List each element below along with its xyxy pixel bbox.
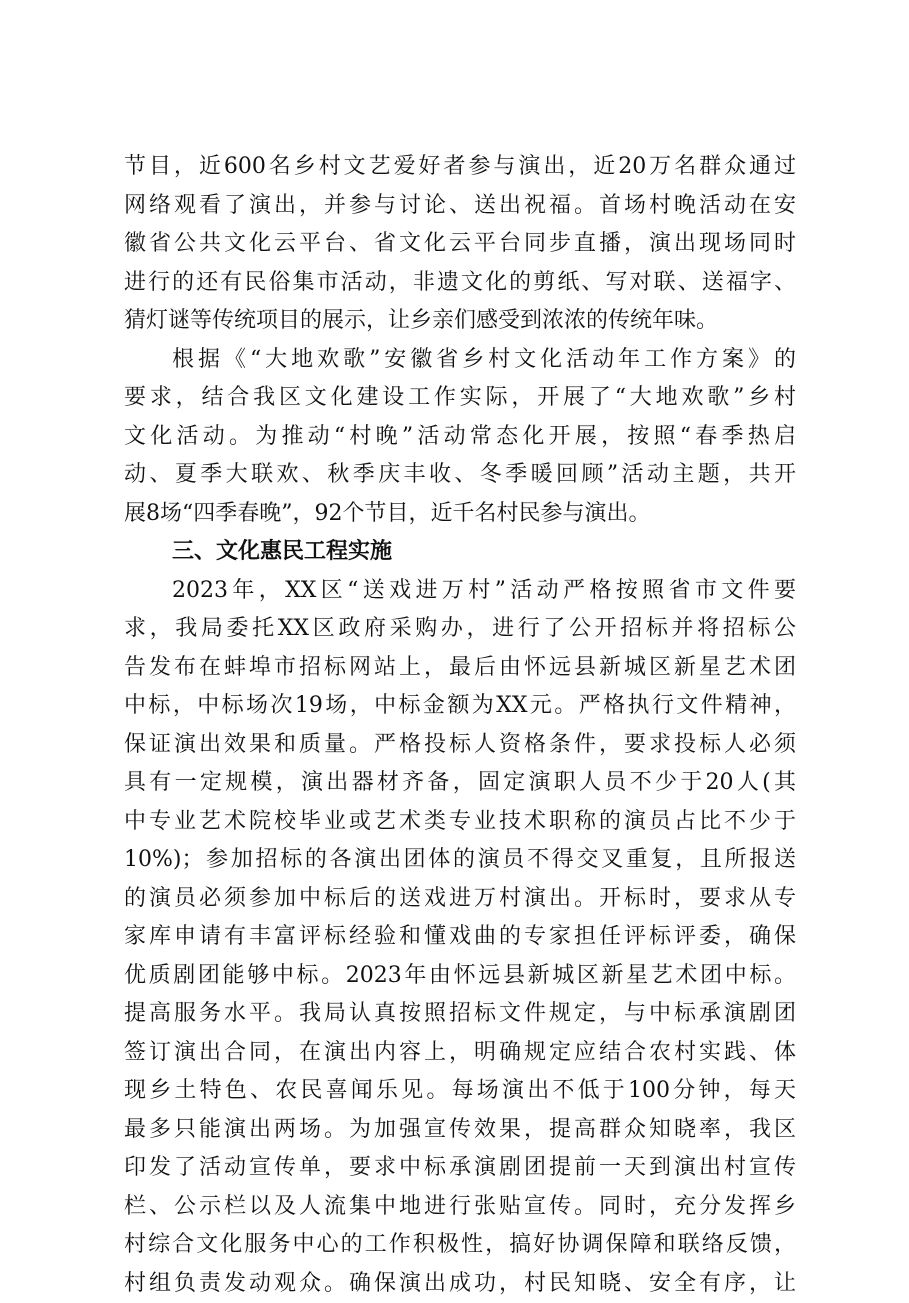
body-line: 印发了活动宣传单，要求中标承演剧团提前一天到演出村宣传 [124, 1149, 796, 1188]
body-line: 中标，中标场次19场，中标金额为XX元。严格执行文件精神， [124, 687, 796, 726]
body-line: 要求，结合我区文化建设工作实际，开展了“大地欢歌”乡村 [124, 379, 796, 418]
body-line: 村组负责发动观众。确保演出成功，村民知晓、安全有序，让 [124, 1265, 796, 1303]
body-line: 现乡土特色、农民喜闻乐见。每场演出不低于100分钟，每天 [124, 1072, 796, 1111]
body-line: 具有一定规模，演出器材齐备，固定演职人员不少于20人(其 [124, 764, 796, 803]
body-line: 村综合文化服务中心的工作积极性，搞好协调保障和联络反馈， [124, 1226, 796, 1265]
body-line: 节目，近600名乡村文艺爱好者参与演出，近20万名群众通过 [124, 148, 796, 187]
body-line: 优质剧团能够中标。2023年由怀远县新城区新星艺术团中标。 [124, 957, 796, 996]
body-line: 进行的还有民俗集市活动，非遗文化的剪纸、写对联、送福字、 [124, 264, 796, 303]
body-line: 签订演出合同，在演出内容上，明确规定应结合农村实践、体 [124, 1034, 796, 1073]
body-line: 提高服务水平。我局认真按照招标文件规定，与中标承演剧团 [124, 995, 796, 1034]
body-line: 栏、公示栏以及人流集中地进行张贴宣传。同时，充分发挥乡 [124, 1188, 796, 1227]
section-heading: 三、文化惠民工程实施 [124, 533, 796, 572]
body-line: 最多只能演出两场。为加强宣传效果，提高群众知晓率，我区 [124, 1111, 796, 1150]
body-line: 展8场“四季春晚”，92个节目，近千名村民参与演出。 [124, 495, 796, 534]
body-line: 告发布在蚌埠市招标网站上，最后由怀远县新城区新星艺术团 [124, 649, 796, 688]
body-line: 文化活动。为推动“村晚”活动常态化开展，按照“春季热启 [124, 418, 796, 457]
body-line: 家库申请有丰富评标经验和懂戏曲的专家担任评标评委，确保 [124, 918, 796, 957]
body-line: 求，我局委托XX区政府采购办，进行了公开招标并将招标公 [124, 610, 796, 649]
paragraph-first-line: 根据《“大地欢歌”安徽省乡村文化活动年工作方案》的 [124, 341, 796, 380]
body-line: 猜灯谜等传统项目的展示，让乡亲们感受到浓浓的传统年味。 [124, 302, 796, 341]
paragraph-first-line: 2023年，XX区“送戏进万村”活动严格按照省市文件要 [124, 572, 796, 611]
body-line: 动、夏季大联欢、秋季庆丰收、冬季暖回顾”活动主题，共开 [124, 456, 796, 495]
body-line: 10%)；参加招标的各演出团体的演员不得交叉重复，且所报送 [124, 841, 796, 880]
body-line: 的演员必须参加中标后的送戏进万村演出。开标时，要求从专 [124, 880, 796, 919]
body-line: 中专业艺术院校毕业或艺术类专业技术职称的演员占比不少于 [124, 803, 796, 842]
body-line: 网络观看了演出，并参与讨论、送出祝福。首场村晚活动在安 [124, 187, 796, 226]
body-line: 徽省公共文化云平台、省文化云平台同步直播，演出现场同时 [124, 225, 796, 264]
document-body [124, 148, 796, 1303]
body-line: 保证演出效果和质量。严格投标人资格条件，要求投标人必须 [124, 726, 796, 765]
